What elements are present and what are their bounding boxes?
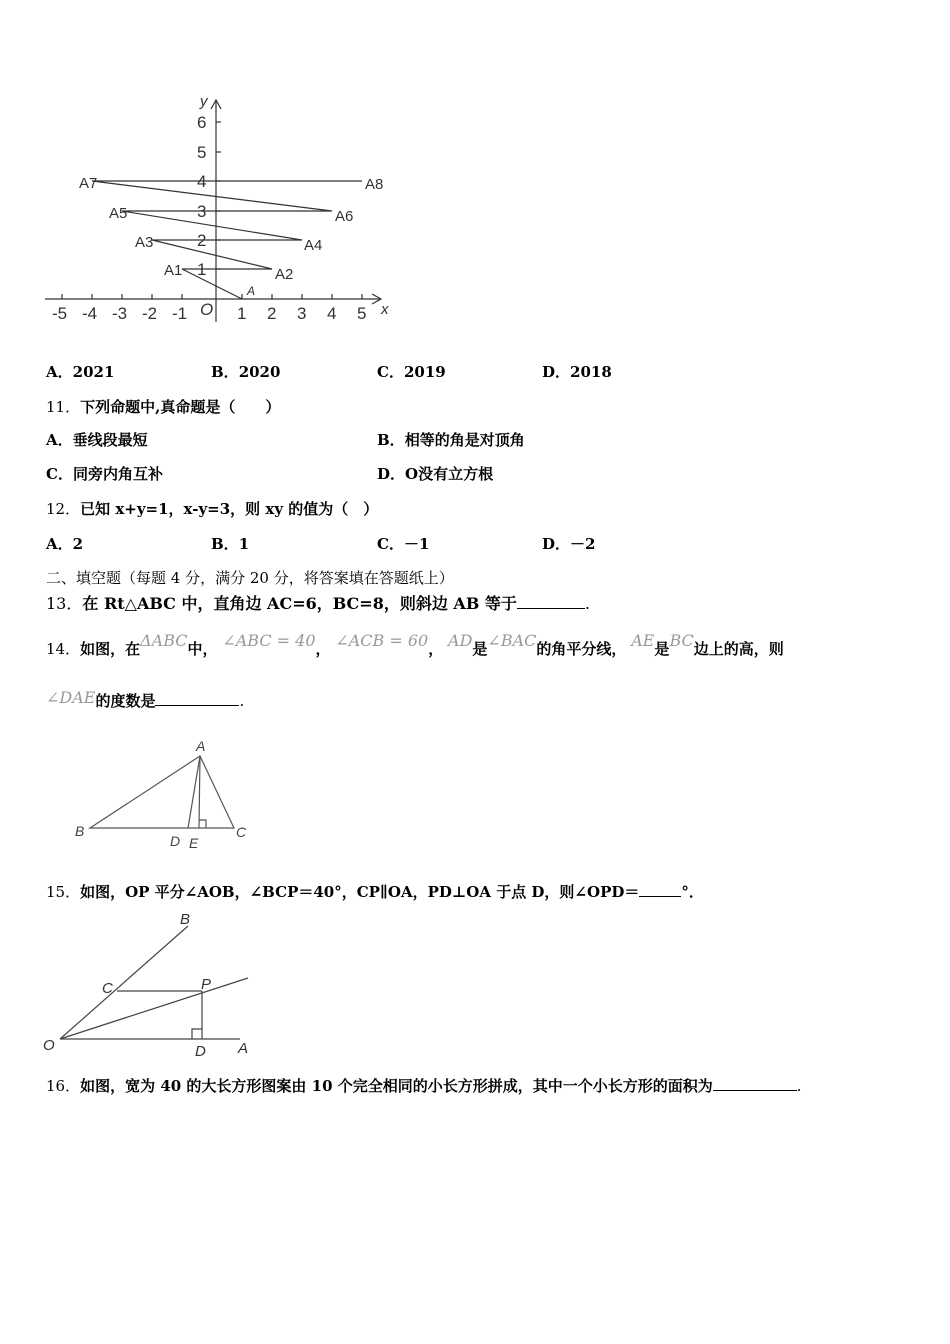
q11-stem: 11．下列命题中,真命题是（ ） (46, 398, 281, 416)
y-axis-label: y (200, 93, 208, 110)
q12-option-d: D．－2 (542, 535, 596, 553)
label-o: O (43, 1037, 55, 1054)
answer-blank (517, 594, 585, 609)
q12-option-b: B．1 (211, 535, 250, 553)
x-tick-label: 4 (327, 304, 337, 323)
q10-option-d: D．2018 (542, 363, 612, 381)
label-p: P (201, 976, 212, 993)
q11-option-d: D．O没有立方根 (377, 465, 494, 483)
point-label: A5 (109, 205, 128, 222)
q12-option-a: A．2 (46, 535, 84, 553)
q15-stem: 15．如图，OP 平分∠AOB，∠BCP＝40°，CP∥OA，PD⊥OA 于点 D，则∠OPD＝ °． (46, 883, 704, 901)
x-tick-label: -1 (172, 304, 188, 323)
y-tick-label: 3 (197, 202, 207, 221)
triangle-figure (70, 738, 260, 853)
label-c: C (102, 980, 113, 997)
segment-ad (188, 756, 200, 828)
q10-option-a: A．2021 (46, 363, 115, 381)
label-d: D (195, 1043, 206, 1060)
point-label: A2 (275, 266, 294, 283)
q14-stem-cont: ∠DAE的度数是 . (46, 688, 245, 710)
right-angle-mark (192, 1029, 202, 1039)
x-tick-label: 1 (237, 304, 247, 323)
x-tick-label: -2 (142, 304, 158, 323)
x-tick-label: -5 (52, 304, 68, 323)
ray-op (60, 978, 248, 1039)
segment-ae (199, 756, 200, 828)
point-label: A4 (304, 237, 323, 254)
point-label: A6 (335, 208, 354, 225)
q12-stem: 12．已知 x+y=1，x-y=3，则 xy 的值为（ ） (46, 500, 379, 518)
answer-blank (155, 691, 239, 706)
x-tick-label: -4 (82, 304, 98, 323)
label-e: E (189, 835, 199, 851)
q16-stem: 16．如图，宽为 40 的大长方形图案由 10 个完全相同的小长方形拼成，其中一个小长方形的面积为 . (46, 1077, 802, 1095)
q11-option-b: B．相等的角是对顶角 (377, 431, 525, 449)
section-title: 二、填空题（每题 4 分，满分 20 分，将答案填在答题纸上） (46, 569, 454, 587)
y-tick-label: 6 (197, 113, 207, 132)
y-tick-label: 5 (197, 143, 207, 162)
q12-option-c: C．－1 (377, 535, 430, 553)
label-d: D (170, 833, 181, 849)
right-angle-mark (199, 820, 206, 828)
q10-option-c: C．2019 (377, 363, 446, 381)
q11-option-c: C．同旁内角互补 (46, 465, 163, 483)
x-tick-label: -3 (112, 304, 128, 323)
y-tick-label: 1 (197, 260, 207, 279)
point-label: A3 (135, 234, 154, 251)
q13-stem: 13．在 Rt△ABC 中，直角边 AC=6，BC=8，则斜边 AB 等于 . (46, 594, 591, 613)
x-tick-label: 2 (267, 304, 277, 323)
y-tick-label: 2 (197, 231, 207, 250)
point-label: A8 (365, 176, 384, 193)
origin-label: O (200, 300, 214, 319)
q10-option-b: B．2020 (211, 363, 281, 381)
ray-ob (60, 926, 188, 1039)
label-a: A (238, 1040, 249, 1057)
angle-bisector-figure (40, 908, 255, 1063)
label-b: B (180, 911, 191, 928)
x-tick-label: 3 (297, 304, 307, 323)
q14-stem: 14．如图，在ΔABC中， ∠ABC = 40， ∠ACB = 60， AD是∠BAC的角平分线， AE是BC边上的高，则 (46, 631, 784, 658)
label-a: A (196, 738, 206, 754)
point-a-label: A (247, 284, 256, 298)
x-tick-label: 5 (357, 304, 367, 323)
y-tick-label: 4 (197, 172, 207, 191)
q11-option-a: A．垂线段最短 (46, 431, 148, 449)
x-axis-label: x (381, 301, 389, 318)
label-b: B (75, 823, 85, 839)
point-label: A7 (79, 175, 98, 192)
answer-blank (639, 882, 681, 897)
answer-blank (713, 1076, 797, 1091)
point-label: A1 (164, 262, 183, 279)
coordinate-figure (40, 92, 400, 327)
label-c: C (236, 824, 247, 840)
triangle-abc (90, 756, 234, 828)
